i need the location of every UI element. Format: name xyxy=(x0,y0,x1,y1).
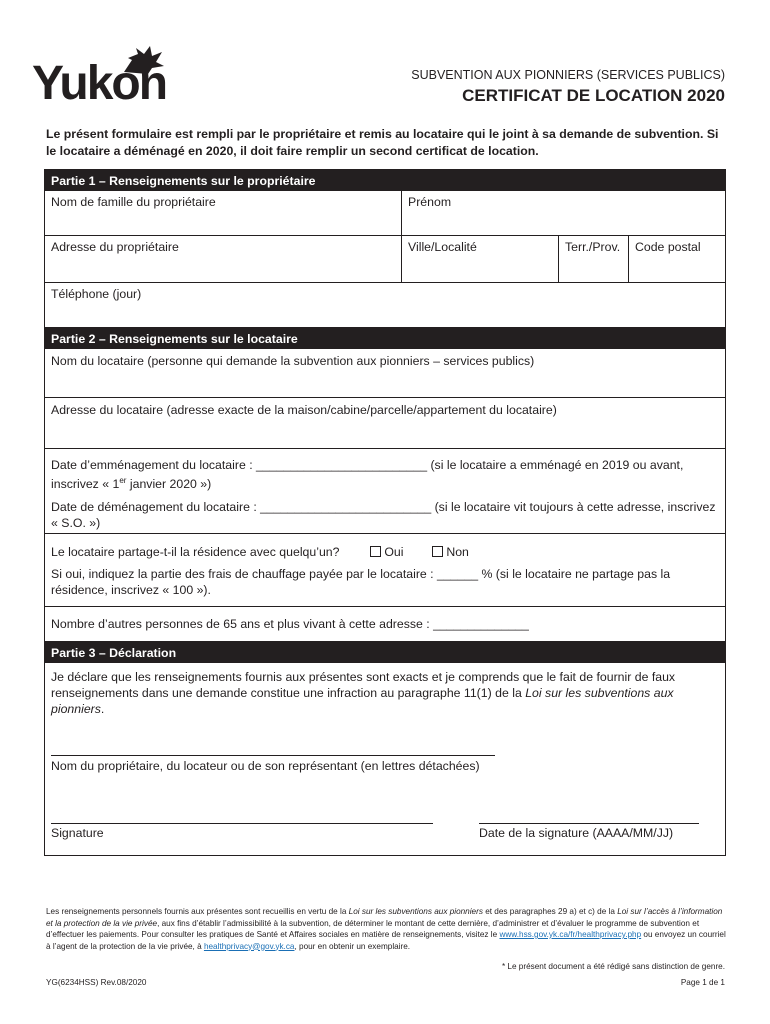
yes-checkbox[interactable] xyxy=(370,546,381,557)
rental-form xyxy=(44,169,726,856)
sharing-question-line xyxy=(45,534,725,564)
sharing-question: Le locataire partage-t-il la résidence avec quelqu’un? xyxy=(51,545,340,559)
declaration-part-b: . xyxy=(100,702,105,716)
owner-name-row xyxy=(45,191,725,235)
printed-name-caption: Nom du propriétaire, du locateur ou de son représentant (en lettres détachées) xyxy=(51,759,480,773)
sharing-row xyxy=(45,533,725,606)
owner-address-label: Adresse du propriétaire xyxy=(51,240,179,254)
no-label: Non xyxy=(446,545,469,559)
privacy-notice xyxy=(46,906,726,952)
declaration-law: Loi sur les subventions aux pionniers xyxy=(51,686,674,716)
tenant-address-row[interactable] xyxy=(45,397,725,448)
owner-postal-field[interactable] xyxy=(628,236,725,282)
owner-city-label: Ville/Localité xyxy=(408,240,477,254)
part3-heading: Partie 3 – Déclaration xyxy=(45,641,725,663)
intro-text: Le présent formulaire est rempli par le propriétaire et remis au locataire qui le joint à sa demande de subvention. Si le locataire a déménagé en 2020, il doit faire remplir un second certificat de location. xyxy=(46,127,719,158)
owner-city-field[interactable] xyxy=(401,236,558,282)
move-in-end: janvier 2020 ») xyxy=(126,477,212,492)
owner-address-row xyxy=(45,235,725,282)
health-privacy-link[interactable]: www.hss.gov.yk.ca/fr/healthprivacy.php xyxy=(499,930,642,939)
move-out-date-text: Date de déménagement du locataire : _________________________ (si le locataire vit toujours à cette adresse, inscrivez « S.O. ») xyxy=(51,500,716,531)
move-in-label: Date d’emménagement du locataire : _________________________ (si le locataire a emménagé en 2019 ou avant, inscrivez « 1 xyxy=(51,458,684,492)
owner-postal-label: Code postal xyxy=(635,240,701,254)
privacy-text-4: ou envoyez un courriel à l’agent de la protection de la vie privée, à xyxy=(46,930,726,951)
owner-phone-label: Téléphone (jour) xyxy=(51,287,142,301)
owner-last-name-field[interactable] xyxy=(45,191,401,235)
declaration-text xyxy=(45,663,725,721)
heating-share-text: Si oui, indiquez la partie des frais de chauffage payée par le locataire : ______ % (si le locataire ne partage pas la résidence, inscrivez « 100 »). xyxy=(51,567,671,597)
signature-date-line[interactable] xyxy=(479,823,699,824)
declaration-section xyxy=(45,663,725,855)
printed-name-line[interactable] xyxy=(51,755,495,756)
privacy-text-1: Les renseignements personnels fournis aux présentes sont recueillis en vertu de la xyxy=(46,907,349,916)
form-title: CERTIFICAT DE LOCATION 2020 xyxy=(462,86,725,105)
privacy-text-2: et des paragraphes 29 a) et c) de la xyxy=(482,907,618,916)
owner-address-field[interactable] xyxy=(45,236,401,282)
privacy-email-link[interactable]: healthprivacy@gov.yk.ca xyxy=(203,941,295,951)
tenant-name-label: Nom du locataire (personne qui demande la subvention aux pionniers – services publics) xyxy=(51,354,535,368)
declaration-part-a: Je déclare que les renseignements fournis aux présentes sont exacts et je comprends que le fait de fournir de faux renseignements dans une demande constitue une infraction au paragraphe 11(1) de la xyxy=(51,670,676,700)
owner-phone-field[interactable] xyxy=(45,283,725,327)
owner-province-field[interactable] xyxy=(558,236,628,282)
yukon-logo xyxy=(32,46,172,110)
privacy-law-1: Loi sur les subventions aux pionniers xyxy=(348,907,483,916)
tenant-name-row[interactable] xyxy=(45,349,725,397)
move-in-date-text xyxy=(45,449,725,496)
signature-line[interactable] xyxy=(51,823,433,824)
logo-wordmark: Yukon xyxy=(32,57,167,110)
part2-heading: Partie 2 – Renseignements sur le locataire xyxy=(45,327,725,349)
owner-province-label: Terr./Prov. xyxy=(565,240,621,254)
page-number: Page 1 de 1 xyxy=(680,978,725,987)
move-in-sup: er xyxy=(119,476,127,485)
privacy-text-3: , aux fins d’établir l’admissibilité à la subvention, de déterminer le montant de cette dernière, d’administrer et d’évaluer le programme de subvention et d’effectuer les paiements. Pour consulter les pratiques de Santé et Affaires sociales en matière de renseignements, visitez le xyxy=(46,918,700,939)
yes-label: Oui xyxy=(384,545,404,559)
no-checkbox[interactable] xyxy=(432,546,443,557)
owner-last-name-label: Nom de famille du propriétaire xyxy=(51,195,216,209)
privacy-law-2: Loi sur l’accès à l’information et la protection de la vie privée xyxy=(46,907,723,928)
form-code: YG(6234HSS) Rev.08/2020 xyxy=(46,978,147,987)
tenant-dates-row[interactable] xyxy=(45,448,725,533)
seniors-row[interactable] xyxy=(45,606,725,641)
signature-date-caption: Date de la signature (AAAA/MM/JJ) xyxy=(479,826,674,840)
privacy-text-5: , pour en obtenir un exemplaire. xyxy=(294,941,411,951)
seniors-count-text: Nombre d’autres personnes de 65 ans et plus vivant à cette adresse : ______________ xyxy=(51,617,529,631)
gender-note: * Le présent document a été rédigé sans distinction de genre. xyxy=(501,962,725,971)
tenant-address-label: Adresse du locataire (adresse exacte de la maison/cabine/parcelle/appartement du locataire) xyxy=(51,403,557,417)
owner-phone-row xyxy=(45,282,725,327)
form-subtitle: SUBVENTION AUX PIONNIERS (SERVICES PUBLICS) xyxy=(411,68,725,82)
signature-caption: Signature xyxy=(51,826,104,840)
part1-heading: Partie 1 – Renseignements sur le propriétaire xyxy=(45,169,725,191)
owner-first-name-field[interactable] xyxy=(401,191,725,235)
owner-first-name-label: Prénom xyxy=(408,195,452,209)
